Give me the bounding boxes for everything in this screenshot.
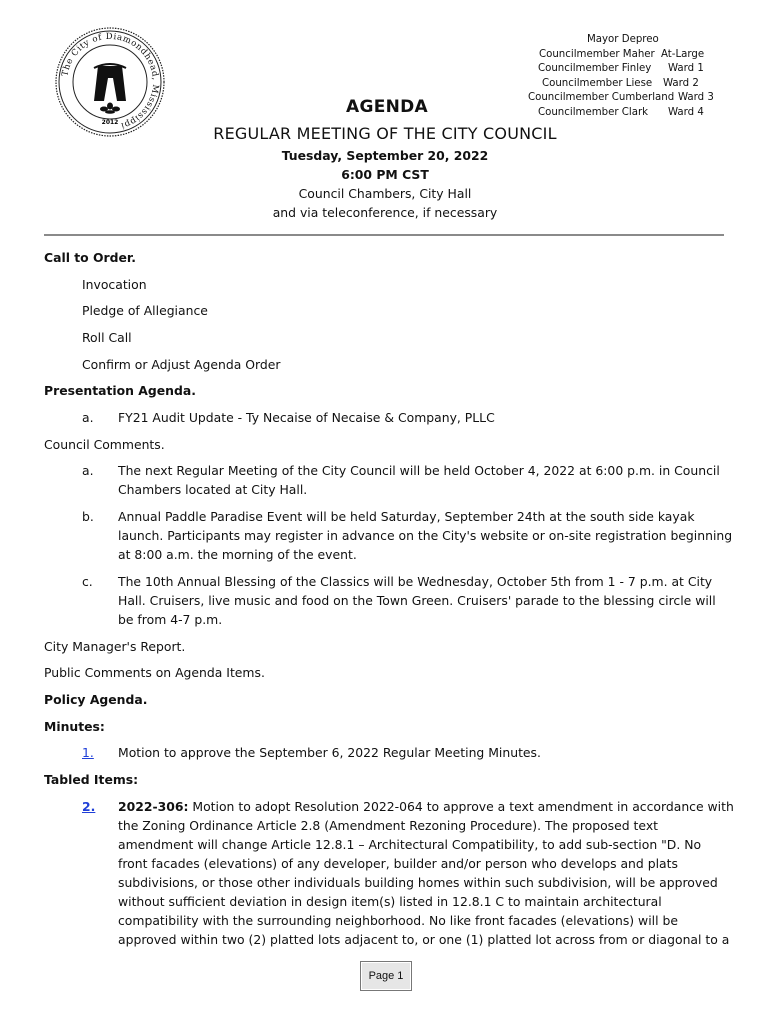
agenda-title: AGENDA <box>346 97 429 117</box>
page-number-badge: Page 1 <box>360 961 412 991</box>
comment-line: The next Regular Meeting of the City Council will be held October 4, 2022 at 6:00 p.m. in Council <box>118 463 720 478</box>
comment-line: Annual Paddle Paradise Event will be held Saturday, September 24th at the south side kayak <box>118 509 695 524</box>
item-marker: a. <box>82 463 94 478</box>
councilmember-ward: Ward 3 <box>678 92 714 104</box>
councilmember-name: Councilmember Clark <box>538 106 649 118</box>
section-heading-presentation: Presentation Agenda. <box>44 383 196 398</box>
comment-line: launch. Participants may register in advance on the City's website or on-site registration beginning <box>118 528 733 543</box>
list-item: FY21 Audit Update - Ty Necaise of Necaise & Company, PLLC <box>118 410 495 425</box>
councilmember-ward: Ward 4 <box>668 106 704 118</box>
meeting-teleconference: and via teleconference, if necessary <box>272 205 498 220</box>
mayor-name: Mayor Depreo <box>587 34 659 45</box>
list-item: Invocation <box>82 277 147 292</box>
councilmember-ward: Ward 1 <box>668 63 704 75</box>
item-marker: c. <box>82 574 93 589</box>
councilmember-name: Councilmember Maher <box>539 48 655 60</box>
tabled-item-line: front facades (elevations) of any developer, builder and/or person who develops and plats <box>118 856 678 871</box>
meeting-date: Tuesday, September 20, 2022 <box>281 148 489 163</box>
meeting-time: 6:00 PM CST <box>341 167 429 182</box>
list-item: Confirm or Adjust Agenda Order <box>82 357 281 372</box>
tabled-item-line: compatibility with the surrounding neighborhood. No like front facades (elevations) will be <box>118 913 678 928</box>
item-marker: a. <box>82 410 94 425</box>
list-item: Pledge of Allegiance <box>82 303 208 318</box>
section-heading-council-comments: Council Comments. <box>44 437 165 452</box>
section-heading-public-comments: Public Comments on Agenda Items. <box>44 665 265 680</box>
item-link-2[interactable]: 2. <box>82 799 96 814</box>
council-roster <box>524 33 724 121</box>
meeting-title: REGULAR MEETING OF THE CITY COUNCIL <box>213 124 557 143</box>
meeting-location: Council Chambers, City Hall <box>298 186 472 201</box>
tabled-item-line: the Zoning Ordinance Article 2.8 (Amendment Rezoning Procedure). The proposed text <box>118 818 659 833</box>
councilmember-ward: At-Large <box>661 48 705 60</box>
comment-line: be from 4-7 p.m. <box>118 612 223 627</box>
item-marker: b. <box>82 509 94 524</box>
councilmember-name: Councilmember Cumberland <box>528 92 675 104</box>
councilmember-name: Councilmember Finley <box>538 63 652 75</box>
comment-line: Chambers located at City Hall. <box>118 482 308 497</box>
comment-line: Hall. Cruisers, live music and food on the Town Green. Cruisers' parade to the blessing circle will <box>118 593 716 608</box>
tabled-item-line: amendment will change Article 12.8.1 – Architectural Compatibility, to add sub-section "D. No <box>118 837 702 852</box>
item-link-1[interactable]: 1. <box>82 745 94 760</box>
city-seal-logo <box>54 26 166 138</box>
section-heading-minutes: Minutes: <box>44 719 105 734</box>
list-item: Roll Call <box>82 330 132 345</box>
section-heading-policy: Policy Agenda. <box>44 692 148 707</box>
tabled-item-line: without sufficient deviation in design item(s) listed in 12.8.1 C to maintain architectural <box>118 894 662 909</box>
section-heading-call-to-order: Call to Order. <box>44 250 136 265</box>
tabled-item-line: approved within two (2) platted lots adjacent to, or one (1) platted lot across from or diagonal to a <box>118 932 730 947</box>
comment-line: at 8:00 a.m. the morning of the event. <box>118 547 357 562</box>
tabled-item-line: subdivisions, or those other individuals building homes within such subdivision, will be approved <box>118 875 718 890</box>
comment-line: The 10th Annual Blessing of the Classics will be Wednesday, October 5th from 1 - 7 p.m. at City <box>118 574 713 589</box>
councilmember-name: Councilmember Liese <box>542 77 653 89</box>
list-item: Motion to approve the September 6, 2022 Regular Meeting Minutes. <box>118 745 541 760</box>
councilmember-ward: Ward 2 <box>663 77 699 89</box>
header-divider <box>44 234 724 236</box>
seal-ring-text: The City of Diamondhead, Mississippi <box>60 31 161 131</box>
tabled-item-first-line: 2022-306: Motion to adopt Resolution 2022-064 to approve a text amendment in accordance with <box>118 799 734 814</box>
section-heading-city-manager: City Manager's Report. <box>44 639 186 654</box>
section-heading-tabled: Tabled Items: <box>44 772 139 787</box>
seal-year: 2012 <box>101 119 119 126</box>
